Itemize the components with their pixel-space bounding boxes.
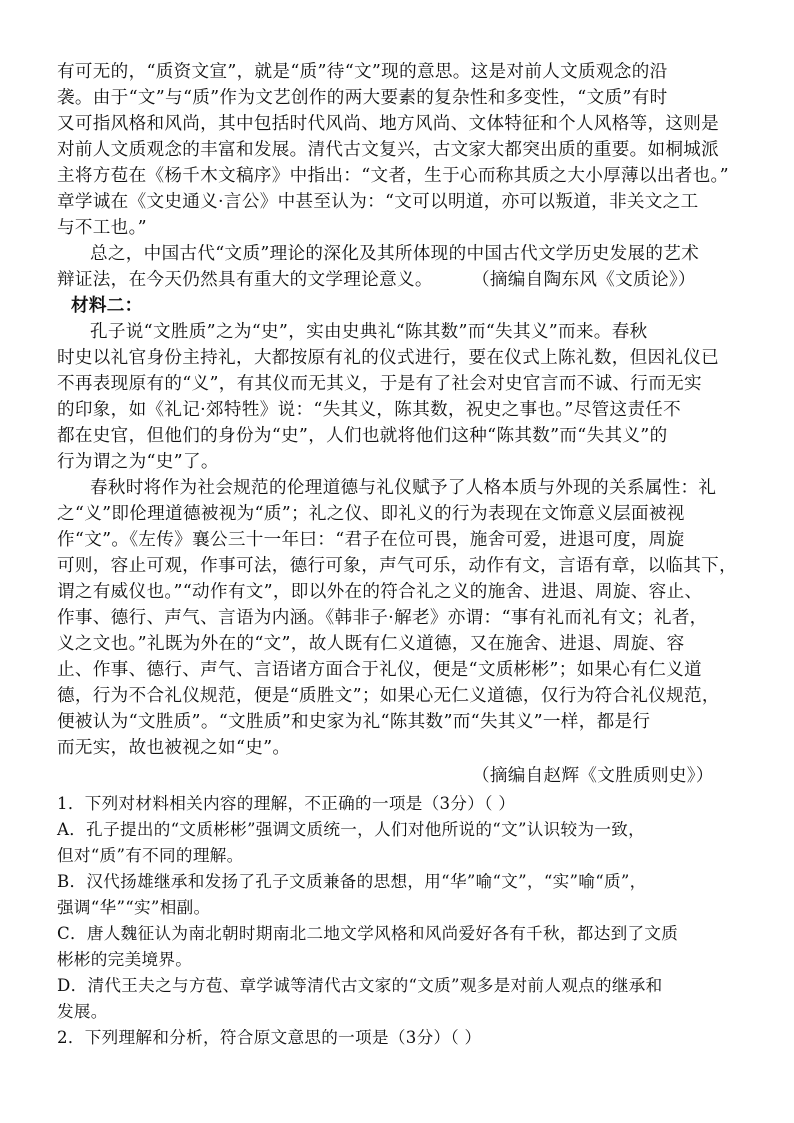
- text-line: 行为谓之为“史”了。: [57, 452, 219, 472]
- text-line: 都在史官，但他们的身份为“史”，人们也就将他们这种“陈其数”而“失其义”的: [57, 426, 668, 446]
- text-line: 之“义”即伦理道德被视为“质”；礼之仪、即礼义的行为表现在文饰意义层面被视: [57, 504, 685, 524]
- text-line: 袭。由于“文”与“质”作为文艺创作的两大要素的复杂性和多变性，“文质”有时: [57, 88, 668, 108]
- text-line: 对前人文质观念的丰富和发展。清代古文复兴，古文家大都突出质的重要。如桐城派: [57, 140, 720, 160]
- text-line: 孔子说“文胜质”之为“史”，实由史典礼“陈其数”而“失其义”而来。春秋: [90, 322, 648, 342]
- text-line: 谓之有威仪也。”“动作有文”，即以外在的符合礼之义的施舍、进退、周旋、容止、: [57, 582, 703, 602]
- citation: （摘编自陶东风《文质论》）: [472, 270, 696, 290]
- text-line: 不再表现原有的“义”，有其仪而无其义，于是有了社会对史官言而不诚、行而无实: [57, 374, 702, 394]
- text-line: 又可指风格和风尚，其中包括时代风尚、地方风尚、文体特征和个人风格等，这则是: [57, 114, 720, 134]
- option-d: D．清代王夫之与方苞、章学诚等清代古文家的“文质”观多是对前人观点的继承和: [57, 976, 663, 995]
- section-heading: 材料二：: [71, 295, 143, 316]
- option-b: B．汉代扬雄继承和发扬了孔子文质兼备的思想，用“华”喻“文”，“实”喻“质”，: [57, 872, 647, 891]
- citation: （摘编自赵辉《文胜质则史》）: [472, 766, 714, 786]
- text-line: 可则，容止可观，作事可法，德行可象，声气可乐，动作有文，言语有章，以临其下，: [57, 556, 737, 576]
- text-line: 有可无的，“质资文宣”，就是“质”待“文”现的意思。这是对前人文质观念的沿: [57, 62, 668, 82]
- text-line: 主将方苞在《杨千木文稿序》中指出：“文者，生于心而称其质之大小厚薄以出者也。”: [57, 166, 729, 186]
- option-c-cont: 彬彬的完美境界。: [57, 950, 193, 969]
- text-line: 时史以礼官身份主持礼，大都按原有礼的仪式进行，要在仪式上陈礼数，但因礼仪已: [57, 348, 720, 368]
- option-c: C．唐人魏征认为南北朝时期南北二地文学风格和风尚爱好各有千秋，都达到了文质: [57, 924, 679, 943]
- option-b-cont: 强调“华”“实”相副。: [57, 898, 211, 917]
- text-line: 德，行为不合礼仪规范，便是“质胜文”；如果心无仁义道德，仅行为符合礼仪规范，: [57, 686, 720, 706]
- option-a: A．孔子提出的“文质彬彬”强调文质统一，人们对他所说的“文”认识较为一致，: [57, 820, 646, 839]
- option-d-cont: 发展。: [57, 1002, 108, 1021]
- text-line: 止、作事、德行、声气、言语诸方面合于礼仪，便是“文质彬彬”；如果心有仁义道: [57, 660, 702, 680]
- question-stem: 1．下列对材料相关内容的理解，不正确的一项是（3分）（ ）: [57, 794, 516, 813]
- text-line: 而无实，故也被视之如“史”。: [57, 738, 291, 758]
- text-line: 作“文”。《左传》襄公三十一年曰：“君子在位可畏，施舍可爱，进退可度，周旋: [57, 530, 685, 550]
- text-line: 与不工也。”: [57, 218, 147, 238]
- question-stem: 2．下列理解和分析，符合原文意思的一项是（3分）（ ）: [57, 1028, 482, 1047]
- text-line: 作事、德行、声气、言语为内涵。《韩非子·解老》亦谓：“事有礼而礼有文；礼者，: [57, 608, 708, 628]
- text-line: 春秋时将作为社会规范的伦理道德与礼仪赋予了人格本质与外现的关系属性：礼: [90, 478, 717, 498]
- text-line: 义之文也。”礼既为外在的“文”，故人既有仁义道德，又在施舍、进退、周旋、容: [57, 634, 685, 654]
- option-a-cont: 但对“质”有不同的理解。: [57, 846, 244, 865]
- text-line: 便被认为“文胜质”。“文胜质”和史家为礼“陈其数”而“失其义”一样，都是行: [57, 712, 651, 732]
- text-line: 总之，中国古代“文质”理论的深化及其所体现的中国古代文学历史发展的艺术: [90, 244, 700, 264]
- text-line: 的印象，如《礼记·郊特牲》说：“失其义，陈其数，祝史之事也。”尽管这责任不: [57, 400, 682, 420]
- text-line: 辩证法，在今天仍然具有重大的文学理论意义。: [57, 270, 433, 290]
- text-line: 章学诚在《文史通义·言公》中甚至认为：“文可以明道，亦可以叛道，非关文之工: [57, 192, 699, 212]
